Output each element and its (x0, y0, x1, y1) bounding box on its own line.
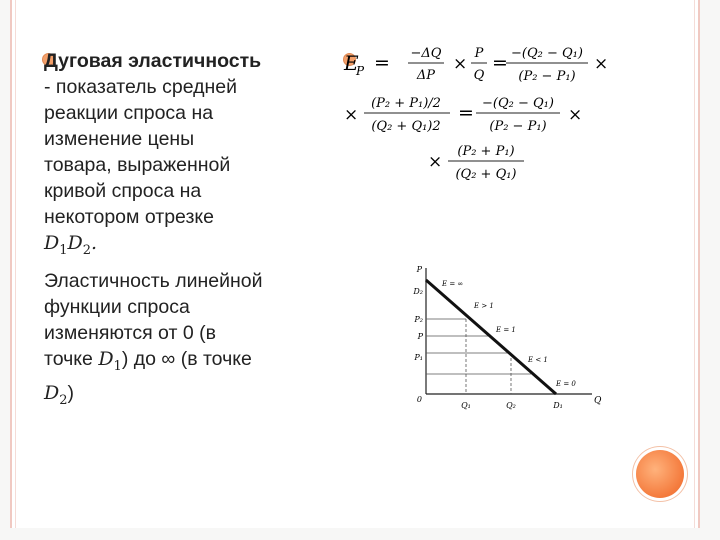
definition-line: - показатель средней (44, 76, 238, 98)
para-line: Эластичность линейной (44, 269, 263, 292)
para-line: точке $D_1$) до ∞ (в точке (44, 347, 252, 374)
formula-lhs-sub: P (356, 64, 365, 78)
fraction-numerator: −ΔQ (410, 46, 442, 61)
linear-elasticity-paragraph (44, 268, 326, 414)
p2-label: P₂ (414, 315, 423, 324)
definition-line: кривой спроса на (44, 180, 202, 202)
p-label: P (417, 332, 423, 341)
fraction-denominator: Q (473, 68, 485, 83)
fraction-numerator: (P₂ + P₁) (457, 144, 515, 159)
formula-eq: = (374, 52, 390, 74)
fraction-numerator: P (474, 46, 484, 61)
elasticity-gt1-label: E > 1 (474, 302, 494, 310)
para-line: $D_2$) (44, 381, 75, 408)
definition-line: изменение цены (44, 128, 195, 150)
fraction-numerator: −(Q₂ − Q₁) (511, 46, 583, 61)
formula-lhs: E (344, 51, 359, 75)
origin-label: 0 (416, 395, 422, 404)
q2-label: Q₂ (506, 401, 516, 410)
p1-label: P₁ (414, 353, 423, 362)
fraction-denominator: (Q₂ + Q₁)2 (371, 119, 441, 134)
axis-p-label: P (416, 265, 422, 274)
elasticity-zero-label: E = 0 (556, 380, 576, 388)
formula-eq: = (492, 52, 508, 74)
para-line: изменяются от 0 (в (44, 321, 216, 344)
arc-elasticity-formula (340, 38, 680, 198)
fraction-denominator: (P₂ − P₁) (518, 69, 576, 84)
times-sign: × (594, 54, 609, 74)
definition-line: товара, выраженной (44, 154, 231, 176)
d1-label: D₁ (553, 401, 563, 410)
fraction-denominator: (Q₂ + Q₁) (455, 167, 517, 182)
definition-line: реакции спроса на (44, 102, 214, 124)
para-line: функции спроса (44, 295, 190, 318)
axis-q-label: Q (594, 396, 602, 406)
decorative-orange-circle (636, 450, 684, 498)
times-sign: × (453, 54, 468, 74)
times-sign: × (428, 152, 443, 172)
elasticity-lt1-label: E < 1 (528, 356, 548, 364)
fraction-denominator: (P₂ − P₁) (489, 119, 547, 134)
elasticity-inf-label: E = ∞ (442, 280, 464, 288)
definition-paragraph (44, 48, 326, 264)
formula-eq: = (458, 102, 474, 124)
linear-demand-graph (408, 262, 620, 422)
times-sign: × (344, 105, 359, 125)
definition-line: некотором отрезке (44, 206, 214, 228)
d2-label: D₂ (413, 287, 423, 296)
fraction-numerator: (P₂ + P₁)/2 (371, 96, 441, 111)
times-sign: × (568, 105, 583, 125)
demand-curve (426, 280, 556, 394)
elasticity-eq1-label: E = 1 (496, 326, 516, 334)
q1-label: Q₁ (461, 401, 471, 410)
fraction-denominator: ΔP (416, 68, 436, 83)
segment-label: $D_1D_2$. (44, 232, 98, 258)
left-text-column (44, 48, 326, 413)
term-heading: Дуговая эластичность (44, 50, 262, 72)
fraction-numerator: −(Q₂ − Q₁) (482, 96, 554, 111)
